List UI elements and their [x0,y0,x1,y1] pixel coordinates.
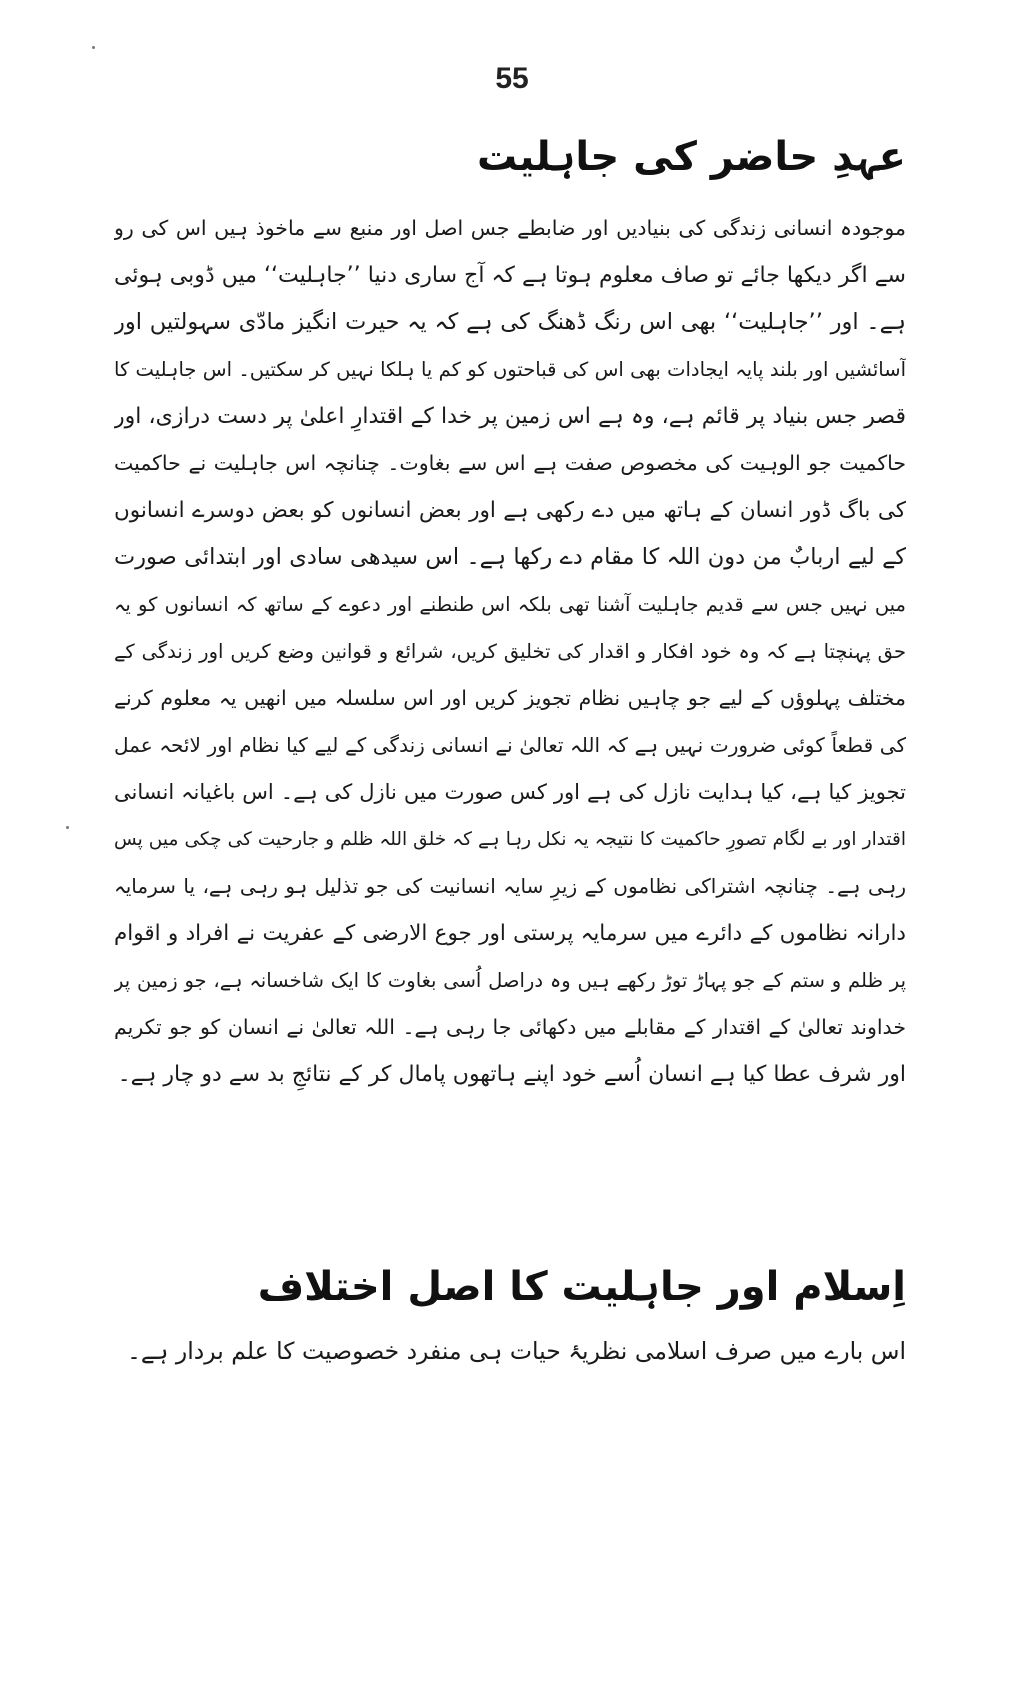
text-line: کے لیے اربابٌ من دون اللہ کا مقام دے رکھا ہے۔ اس سیدھی سادی اور ابتدائی صورت [114,544,906,570]
paragraph-contemporary-jahiliyyah [114,205,906,1098]
text-line: سے اگر دیکھا جائے تو صاف معلوم ہوتا ہے کہ آج ساری دنیا ’’جاہلیت‘‘ میں ڈوبی ہوئی [114,263,906,288]
text-line: پر ظلم و ستم کے جو پہاڑ توڑ رکھے ہیں وہ دراصل اُسی بغاوت کا ایک شاخسانہ ہے، جو زمین پر [114,969,906,992]
paper-speck [66,826,69,829]
text-line: اور شرف عطا کیا ہے انسان اُسے خود اپنے ہاتھوں پامال کر کے نتائجِ بد سے دو چار ہے۔ [117,1062,906,1087]
text-line: ہے۔ اور ’’جاہلیت‘‘ بھی اس رنگ ڈھنگ کی ہے کہ یہ حیرت انگیز مادّی سہولتیں اور [114,309,906,335]
text-line: اقتدار اور بے لگام تصورِ حاکمیت کا نتیجہ یہ نکل رہا ہے کہ خلق اللہ ظلم و جارحیت کی چکی میں پس [114,829,906,850]
text-line: خداوند تعالیٰ کے اقتدار کے مقابلے میں دکھائی جا رہی ہے۔ اللہ تعالیٰ نے انسان کو جو تکریم [114,1015,906,1039]
page-number: 55 [495,62,529,95]
text-line: رہی ہے۔ چنانچہ اشتراکی نظاموں کے زیرِ سایہ انسانیت کی جو تذلیل ہو رہی ہے، یا سرمایہ [114,874,906,898]
text-line: تجویز کیا ہے، کیا ہدایت نازل کی ہے اور کس صورت میں نازل کی ہے۔ اس باغیانہ انسانی [114,780,906,804]
text-line: اس بارے میں صرف اسلامی نظریۂ حیات ہی منفرد خصوصیت کا علم بردار ہے۔ [127,1337,906,1365]
text-line: آسائشیں اور بلند پایہ ایجادات بھی اس کی قباحتوں کو کم یا ہلکا نہیں کر سکتیں۔ اس جاہلیت کا [114,358,906,381]
text-line: حاکمیت جو الوہیت کی مخصوص صفت ہے اس سے بغاوت۔ چنانچہ اس جاہلیت نے حاکمیت [114,451,906,475]
text-line: دارانہ نظاموں کے دائرے میں سرمایہ پرستی اور جوع الارضی کے عفریت نے افراد و اقوام [114,921,906,946]
text-line: قصر جس بنیاد پر قائم ہے، وہ ہے اس زمین پر خدا کے اقتدارِ اعلیٰ پر دست درازی، اور [114,404,906,429]
text-line: مختلف پہلوؤں کے لیے جو چاہیں نظام تجویز کریں اور اس سلسلہ میں انھیں یہ معلوم کرنے [114,686,906,710]
text-line: میں نہیں جس سے قدیم جاہلیت آشنا تھی بلکہ اس طنطنے اور دعوے کے ساتھ کہ انسانوں کو یہ [114,593,906,616]
text-line: حق پہنچتا ہے کہ وہ خود افکار و اقدار کی تخلیق کریں، شرائع و قوانین وضع کریں اور زندگی کے [114,640,906,663]
section-heading-islam-vs-jahiliyyah: اِسلام اور جاہلیت کا اصل اختلاف [257,1264,906,1310]
text-line: موجودہ انسانی زندگی کی بنیادیں اور ضابطے جس اصل اور منبع سے ماخوذ ہیں اس کی رو [114,216,906,240]
paper-speck [92,46,95,49]
section-heading-contemporary-jahiliyyah: عہدِ حاضر کی جاہلیت [476,134,906,180]
paragraph-islam-vs-jahiliyyah [114,1328,906,1375]
text-line: کی قطعاً کوئی ضرورت نہیں ہے کہ اللہ تعالیٰ نے انسانی زندگی کے لیے کیا نظام اور لائحہ عمل [114,733,906,757]
text-line: کی باگ ڈور انسان کے ہاتھ میں دے رکھی ہے اور بعض انسانوں کو بعض دوسرے انسانوں [114,498,906,523]
